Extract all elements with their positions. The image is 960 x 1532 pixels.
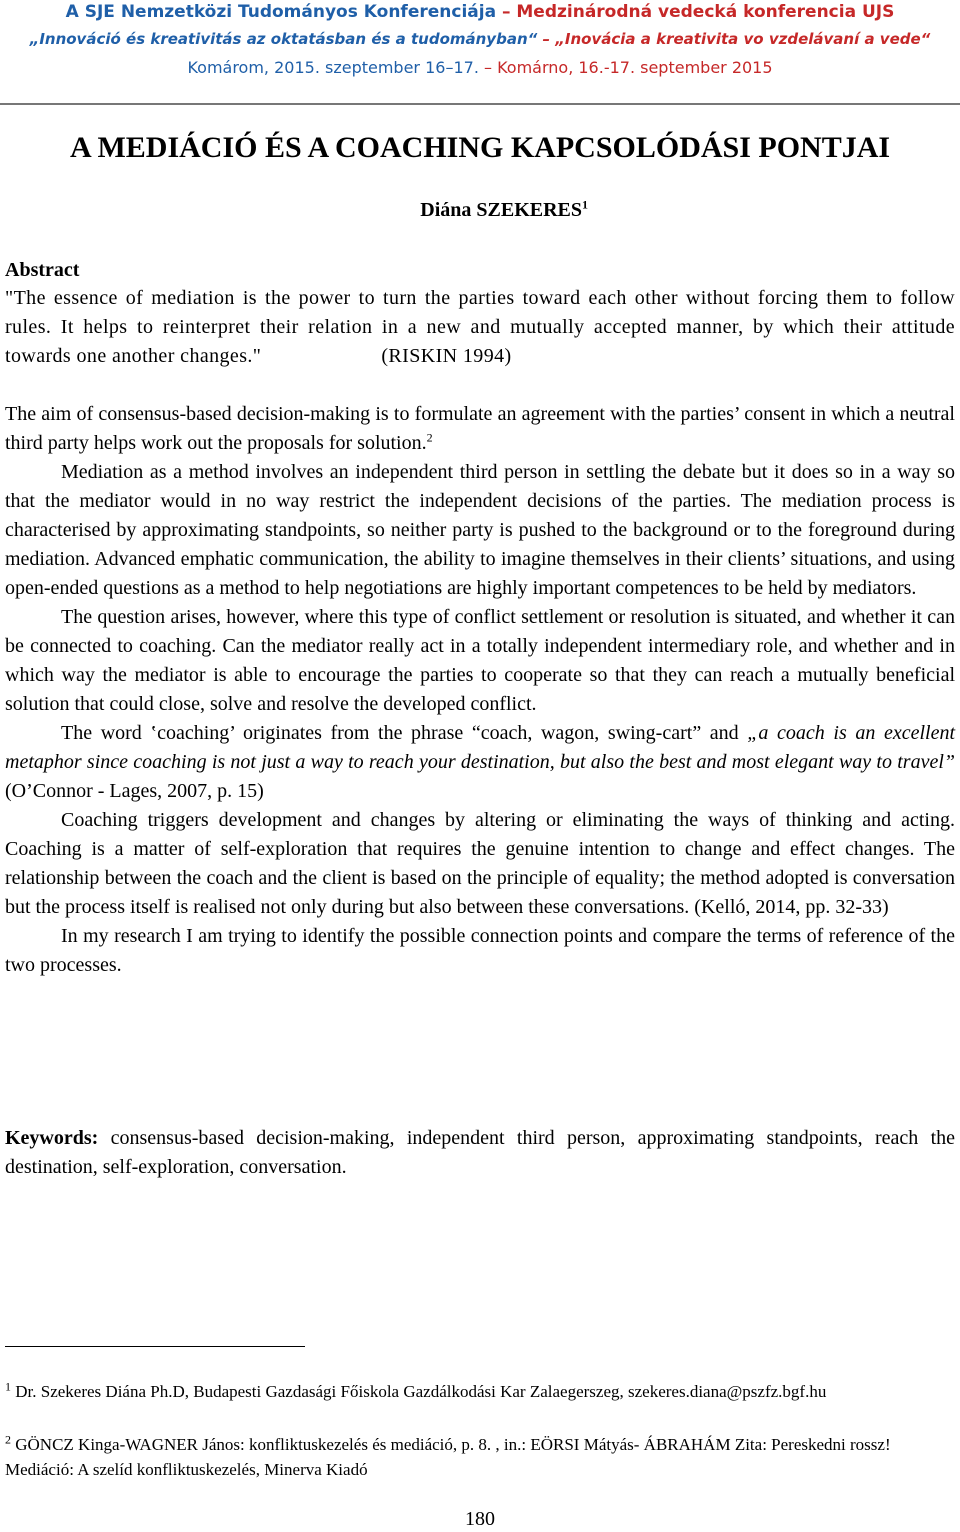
author-line — [420, 196, 588, 224]
paragraph-coaching-word — [5, 719, 955, 806]
footnote-1-text: Dr. Szekeres Diána Ph.D, Budapesti Gazdasági Főiskola Gazdálkodási Kar Zalaegerszeg, szekeres.diana@pszfz.bgf.hu — [15, 1382, 827, 1401]
paper-title: A MEDIÁCIÓ ÉS A COACHING KAPCSOLÓDÁSI PONTJAI — [69, 131, 891, 164]
keywords-text: consensus-based decision-making, independent third person, approximating standpoints, reach the destination, self-exploration, conversation. — [5, 1127, 956, 1178]
footnote-divider — [5, 1346, 305, 1347]
footnote-2 — [5, 1432, 955, 1482]
header-divider — [0, 103, 960, 105]
abstract-quote — [5, 284, 955, 371]
conference-subtitle-hu: „Innováció és kreativitás az oktatásban és a tudományban“ — [29, 30, 538, 48]
conference-date-hu: Komárom, 2015. szeptember 16–17. — [187, 58, 479, 77]
keywords — [5, 1124, 955, 1182]
coaching-metaphor-quote: „a coach is an excellent metaphor since coaching is not just a way to reach your destination, but also the best and most elegant way to travel” — [5, 722, 956, 773]
paragraph-consensus-text: The aim of consensus-based decision-making is to formulate an agreement with the parties’ consent in which a neutral third party helps work out the proposals for solution. — [5, 403, 955, 454]
conference-title-line — [0, 0, 960, 24]
paragraph-coaching-triggers: Coaching triggers development and changes by altering or eliminating the ways of thinking and acting. Coaching is a matter of self-exploration that requires the genuine intention to change and effect changes. The relationship between the coach and the client is based on the principle of equality; the method adopted is conversation but the process itself is realised not only during but also between these conversations. (Kelló, 2014, pp. 32-33) — [5, 809, 955, 918]
abstract-heading: Abstract — [5, 259, 80, 281]
conference-title-sk: Medzinárodná vedecká konferencia UJS — [516, 2, 895, 22]
paragraph-coaching-word-text: The word ‛coaching’ originates from the phrase “coach, wagon, swing-cart” and — [61, 722, 739, 744]
abstract-quote-text: "The essence of mediation is the power to turn the parties toward each other without forcing them to follow rules. It helps to reinterpret their relation in a new and mutually accepted manner, by which their attitude towards one another changes." — [5, 287, 955, 367]
conference-subtitle-sk: „Inovácia a kreativita vo vzdelávaní a vede“ — [555, 30, 931, 48]
paragraph-mediation: Mediation as a method involves an independent third person in settling the debate but it does so in a way so that the mediator would in no way restrict the independent decisions of the parties. The mediation process is characterised by approximating standpoints, so neither party is pushed to the background or to the foreground during mediation. Advanced emphatic communication, the ability to imagine themselves in their clients’ situations, and using open-ended questions as a method to help negotiations are highly important competences to be held by mediators. — [5, 461, 955, 599]
footnote-1 — [5, 1379, 955, 1404]
conference-subtitle-line — [0, 28, 960, 50]
footnote-ref-2: 2 — [426, 430, 433, 445]
conference-date-line — [0, 56, 960, 80]
abstract-citation: (RISKIN 1994) — [381, 345, 512, 367]
footnote-2-text: GÖNCZ Kinga-WAGNER János: konfliktuskezelés és mediáció, p. 8. , in.: EÖRSI Mátyás- ÁBRAHÁM Zita: Pereskedni rossz! Mediáció: A szelíd konfliktuskezelés, Minerva Kiadó — [5, 1435, 891, 1479]
conference-date-sk: Komárno, 16.-17. september 2015 — [497, 58, 773, 77]
conference-subtitle-separator: – — [542, 30, 551, 48]
footnote-2-number: 2 — [5, 1432, 11, 1447]
page-number: 180 — [465, 1508, 495, 1530]
conference-title-hu: A SJE Nemzetközi Tudományos Konferenciája — [65, 2, 497, 22]
paragraph-consensus — [5, 400, 955, 458]
paragraph-question: The question arises, however, where this type of conflict settlement or resolution is situated, and whether it can be connected to coaching. Can the mediator really act in a totally independent intermediary role, and whether and in which way the mediator is able to encourage the parties to cooperate so that they can reach a mutually beneficial solution that could close, solve and resolve the developed conflict. — [5, 606, 955, 715]
author-footnote-ref: 1 — [582, 197, 588, 212]
keywords-label: Keywords: — [5, 1127, 99, 1149]
conference-date-separator: – — [484, 58, 492, 77]
author-name: Diána SZEKERES — [420, 199, 582, 221]
paragraph-research: In my research I am trying to identify the possible connection points and compare the terms of reference of the two processes. — [5, 925, 955, 976]
abstract-body — [5, 400, 955, 980]
footnote-1-number: 1 — [5, 1379, 11, 1394]
conference-title-separator: – — [501, 2, 511, 22]
coaching-metaphor-citation: (O’Connor - Lages, 2007, p. 15) — [5, 780, 264, 802]
